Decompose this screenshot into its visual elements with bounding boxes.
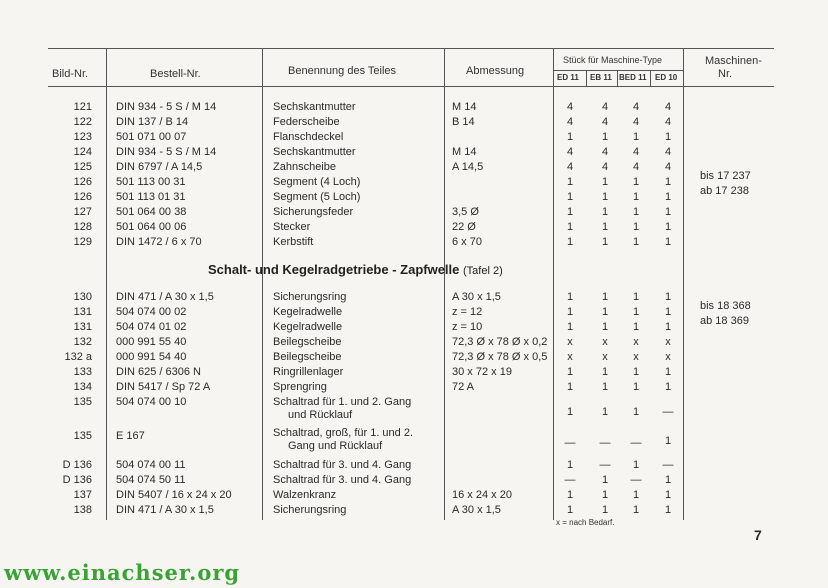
divider-type-1: [586, 70, 587, 86]
header-maschinen-nr: Nr.: [718, 68, 733, 80]
bestell-nr: E 167: [116, 430, 145, 442]
abmessung: M 14: [452, 101, 477, 113]
qty-ed10: 1: [664, 221, 672, 233]
benennung: Sechskantmutter: [273, 146, 356, 158]
maschinen-nr: bis 17 237: [700, 170, 751, 182]
bild-nr: 130: [73, 291, 92, 303]
bild-nr: 125: [73, 161, 92, 173]
qty-ed11: 4: [566, 161, 574, 173]
header-type-ed10: ED 10: [655, 73, 678, 82]
qty-eb11: 1: [601, 191, 609, 203]
bestell-nr: DIN 471 / A 30 x 1,5: [116, 291, 214, 303]
qty-bed11: 1: [632, 406, 640, 418]
qty-bed11: 1: [632, 459, 640, 471]
header-bild: Bild-Nr.: [52, 68, 89, 80]
abmessung: 22 Ø: [452, 221, 476, 233]
benennung: Sicherungsring: [273, 291, 347, 303]
benennung-line-2: und Rücklauf: [288, 409, 353, 421]
bestell-nr: 501 071 00 07: [116, 131, 187, 143]
divider-type-2: [617, 70, 618, 86]
bestell-nr: DIN 934 - 5 S / M 14: [116, 146, 217, 158]
qty-eb11: 1: [601, 306, 609, 318]
table-row: [0, 221, 828, 235]
qty-eb11: 1: [601, 504, 609, 516]
qty-ed11: 1: [566, 459, 574, 471]
qty-bed11: 4: [632, 101, 640, 113]
table-row: [0, 351, 828, 365]
table-row: [0, 146, 828, 160]
qty-eb11: —: [599, 459, 611, 471]
qty-eb11: 1: [601, 131, 609, 143]
bestell-nr: 504 074 01 02: [116, 321, 187, 333]
header-maschinen: Maschinen-: [705, 55, 762, 67]
bestell-nr: DIN 625 / 6306 N: [116, 366, 201, 378]
header-bestell: Bestell-Nr.: [150, 68, 201, 80]
benennung: Zahnscheibe: [273, 161, 336, 173]
bild-nr: 132 a: [64, 351, 92, 363]
qty-ed10: 1: [664, 489, 672, 501]
qty-bed11: 1: [632, 131, 640, 143]
qty-ed10: x: [665, 351, 671, 363]
qty-ed10: 1: [664, 381, 672, 393]
qty-ed10: 4: [664, 146, 672, 158]
abmessung: M 14: [452, 146, 477, 158]
qty-ed11: 1: [566, 176, 574, 188]
qty-eb11: 1: [601, 176, 609, 188]
abmessung: A 14,5: [452, 161, 484, 173]
qty-ed11: 1: [566, 321, 574, 333]
qty-eb11: 1: [601, 291, 609, 303]
section-title-text: Schalt- und Kegelradgetriebe - Zapfwelle: [208, 262, 460, 277]
abmessung: A 30 x 1,5: [452, 504, 501, 516]
qty-eb11: 1: [601, 406, 609, 418]
abmessung: B 14: [452, 116, 475, 128]
qty-bed11: 4: [632, 146, 640, 158]
qty-eb11: 1: [601, 236, 609, 248]
qty-ed10: 1: [664, 236, 672, 248]
header-bottom-rule: [48, 86, 774, 87]
abmessung: 16 x 24 x 20: [452, 489, 512, 501]
qty-ed10: —: [662, 406, 674, 418]
page-number: 7: [754, 527, 762, 543]
qty-ed10: 4: [664, 101, 672, 113]
benennung: Segment (5 Loch): [273, 191, 361, 203]
qty-eb11: 1: [601, 489, 609, 501]
section-title: [208, 262, 503, 277]
benennung: Beilegscheibe: [273, 351, 342, 363]
qty-bed11: 4: [632, 116, 640, 128]
header-abmessung: Abmessung: [466, 65, 525, 77]
qty-ed11: 1: [566, 206, 574, 218]
qty-ed11: 1: [566, 406, 574, 418]
qty-ed10: 1: [664, 291, 672, 303]
qty-ed10: 1: [664, 435, 672, 447]
abmessung: A 30 x 1,5: [452, 291, 501, 303]
qty-eb11: 4: [601, 161, 609, 173]
maschinen-nr: bis 18 368: [700, 300, 751, 312]
type-subheader-rule: [553, 70, 683, 71]
qty-ed11: 1: [566, 221, 574, 233]
table-row: [0, 336, 828, 350]
bild-nr: 135: [73, 430, 92, 442]
qty-ed10: 1: [664, 306, 672, 318]
qty-ed10: 1: [664, 321, 672, 333]
table-row: [0, 236, 828, 250]
bestell-nr: 501 064 00 06: [116, 221, 187, 233]
table-row: [0, 427, 828, 455]
benennung: Kegelradwelle: [273, 321, 343, 333]
qty-ed11: x: [567, 351, 573, 363]
qty-bed11: 4: [632, 161, 640, 173]
abmessung: 3,5 Ø: [452, 206, 479, 218]
bestell-nr: DIN 6797 / A 14,5: [116, 161, 203, 173]
bestell-nr: DIN 5407 / 16 x 24 x 20: [116, 489, 232, 501]
abmessung: 72,3 Ø x 78 Ø x 0,5: [452, 351, 548, 363]
qty-ed11: 4: [566, 146, 574, 158]
bild-nr: 132: [73, 336, 92, 348]
header-type-eb11: EB 11: [590, 73, 612, 82]
qty-bed11: 1: [632, 366, 640, 378]
abmessung: 72 A: [452, 381, 475, 393]
table-row: [0, 101, 828, 115]
benennung: Stecker: [273, 221, 311, 233]
qty-bed11: —: [630, 474, 642, 486]
table-row: [0, 504, 828, 518]
bild-nr: 137: [73, 489, 92, 501]
bestell-nr: 501 113 00 31: [116, 176, 186, 188]
divider-type-3: [650, 70, 651, 86]
bild-nr: 138: [73, 504, 92, 516]
qty-bed11: 1: [632, 176, 640, 188]
bild-nr: 123: [73, 131, 92, 143]
bild-nr: 131: [73, 306, 92, 318]
bild-nr: D 136: [62, 459, 92, 471]
qty-eb11: 4: [601, 101, 609, 113]
table-row: [0, 366, 828, 380]
qty-eb11: 1: [601, 221, 609, 233]
benennung: Sicherungsring: [273, 504, 347, 516]
table-row: [0, 396, 828, 424]
qty-ed11: 4: [566, 101, 574, 113]
qty-ed10: x: [665, 336, 671, 348]
footnote: x = nach Bedarf.: [556, 518, 615, 527]
maschinen-nr: ab 18 369: [700, 315, 749, 327]
header-type-bed11: BED 11: [619, 73, 647, 82]
benennung: Kerbstift: [273, 236, 314, 248]
qty-eb11: x: [602, 351, 608, 363]
qty-eb11: 1: [601, 381, 609, 393]
qty-eb11: 4: [601, 116, 609, 128]
bild-nr: 135: [73, 396, 92, 408]
qty-bed11: x: [633, 336, 639, 348]
maschinen-nr: ab 17 238: [700, 185, 749, 197]
bild-nr: 134: [73, 381, 92, 393]
qty-ed10: —: [662, 459, 674, 471]
benennung: Sicherungsfeder: [273, 206, 354, 218]
header-type-ed11: ED 11: [557, 73, 579, 82]
table-row: [0, 489, 828, 503]
table-row: [0, 206, 828, 220]
qty-eb11: 1: [601, 321, 609, 333]
benennung-line-2: Gang und Rücklauf: [288, 440, 383, 452]
qty-bed11: 1: [632, 206, 640, 218]
qty-ed11: 1: [566, 381, 574, 393]
abmessung: 30 x 72 x 19: [452, 366, 512, 378]
qty-ed10: 4: [664, 161, 672, 173]
benennung: Schaltrad für 3. und 4. Gang: [273, 459, 412, 471]
bild-nr: 126: [73, 176, 92, 188]
bestell-nr: DIN 934 - 5 S / M 14: [116, 101, 217, 113]
bild-nr: 129: [73, 236, 92, 248]
qty-eb11: 4: [601, 146, 609, 158]
benennung: Federscheibe: [273, 116, 340, 128]
qty-ed11: 1: [566, 291, 574, 303]
header-stueck: Stück für Maschine-Type: [563, 55, 663, 65]
table-row: [0, 185, 828, 205]
bild-nr: 131: [73, 321, 92, 333]
qty-bed11: 1: [632, 191, 640, 203]
qty-ed11: 1: [566, 504, 574, 516]
benennung: Segment (4 Loch): [273, 176, 361, 188]
bestell-nr: 504 074 00 02: [116, 306, 187, 318]
bestell-nr: 501 064 00 38: [116, 206, 187, 218]
bild-nr: 126: [73, 191, 92, 203]
bestell-nr: DIN 5417 / Sp 72 A: [116, 381, 211, 393]
qty-ed11: 1: [566, 366, 574, 378]
qty-ed10: 1: [664, 176, 672, 188]
qty-ed10: 1: [664, 474, 672, 486]
abmessung: z = 10: [452, 321, 483, 333]
abmessung: 72,3 Ø x 78 Ø x 0,2: [452, 336, 548, 348]
qty-bed11: 1: [632, 489, 640, 501]
qty-ed10: 1: [664, 191, 672, 203]
qty-eb11: 1: [601, 366, 609, 378]
bild-nr: 122: [73, 116, 92, 128]
benennung: Flanschdeckel: [273, 131, 344, 143]
qty-bed11: 1: [632, 504, 640, 516]
bestell-nr: 501 113 01 31: [116, 191, 186, 203]
bestell-nr: 504 074 00 10: [116, 396, 187, 408]
benennung: Walzenkranz: [273, 489, 337, 501]
qty-ed11: 1: [566, 236, 574, 248]
benennung: Ringrillenlager: [273, 366, 344, 378]
abmessung: 6 x 70: [452, 236, 482, 248]
benennung: Sprengring: [273, 381, 327, 393]
qty-ed10: 1: [664, 206, 672, 218]
bestell-nr: 504 074 00 11: [116, 459, 186, 471]
bestell-nr: 504 074 50 11: [116, 474, 186, 486]
qty-ed11: 1: [566, 489, 574, 501]
qty-eb11: 1: [601, 206, 609, 218]
benennung: Schaltrad für 1. und 2. Gang: [273, 396, 412, 408]
abmessung: z = 12: [452, 306, 483, 318]
qty-eb11: x: [602, 336, 608, 348]
table-row: [0, 131, 828, 145]
qty-ed11: 1: [566, 306, 574, 318]
table-row: [0, 116, 828, 130]
bild-nr: 133: [73, 366, 92, 378]
bild-nr: 127: [73, 206, 92, 218]
qty-ed11: —: [564, 474, 576, 486]
qty-bed11: 1: [632, 306, 640, 318]
qty-ed11: —: [564, 437, 576, 449]
benennung: Beilegscheibe: [273, 336, 342, 348]
qty-bed11: x: [633, 351, 639, 363]
qty-ed10: 4: [664, 116, 672, 128]
qty-eb11: 1: [601, 474, 609, 486]
bild-nr: 128: [73, 221, 92, 233]
qty-bed11: 1: [632, 381, 640, 393]
benennung: Kegelradwelle: [273, 306, 343, 318]
table-row: [0, 315, 828, 335]
bestell-nr: 000 991 55 40: [116, 336, 187, 348]
watermark-link[interactable]: www.einachser.org: [4, 560, 241, 585]
qty-eb11: —: [599, 437, 611, 449]
benennung: Schaltrad, groß, für 1. und 2.: [273, 427, 414, 439]
qty-bed11: —: [630, 437, 642, 449]
qty-ed10: 1: [664, 366, 672, 378]
bestell-nr: DIN 471 / A 30 x 1,5: [116, 504, 214, 516]
bestell-nr: 000 991 54 40: [116, 351, 187, 363]
qty-ed10: 1: [664, 131, 672, 143]
qty-ed11: x: [567, 336, 573, 348]
bestell-nr: DIN 1472 / 6 x 70: [116, 236, 202, 248]
qty-bed11: 1: [632, 236, 640, 248]
bild-nr: 124: [73, 146, 92, 158]
bild-nr: 121: [73, 101, 92, 113]
header-top-rule: [48, 48, 774, 49]
table-row: [0, 381, 828, 395]
bild-nr: D 136: [62, 474, 92, 486]
qty-ed11: 1: [566, 191, 574, 203]
benennung: Sechskantmutter: [273, 101, 356, 113]
bestell-nr: DIN 137 / B 14: [116, 116, 189, 128]
header-benennung: Benennung des Teiles: [288, 65, 397, 77]
qty-ed11: 1: [566, 131, 574, 143]
table-row: [0, 474, 828, 488]
benennung: Schaltrad für 3. und 4. Gang: [273, 474, 412, 486]
qty-ed11: 4: [566, 116, 574, 128]
qty-bed11: 1: [632, 291, 640, 303]
qty-bed11: 1: [632, 221, 640, 233]
qty-bed11: 1: [632, 321, 640, 333]
qty-ed10: 1: [664, 504, 672, 516]
section-title-sub: (Tafel 2): [463, 265, 503, 277]
table-row: [0, 459, 828, 473]
